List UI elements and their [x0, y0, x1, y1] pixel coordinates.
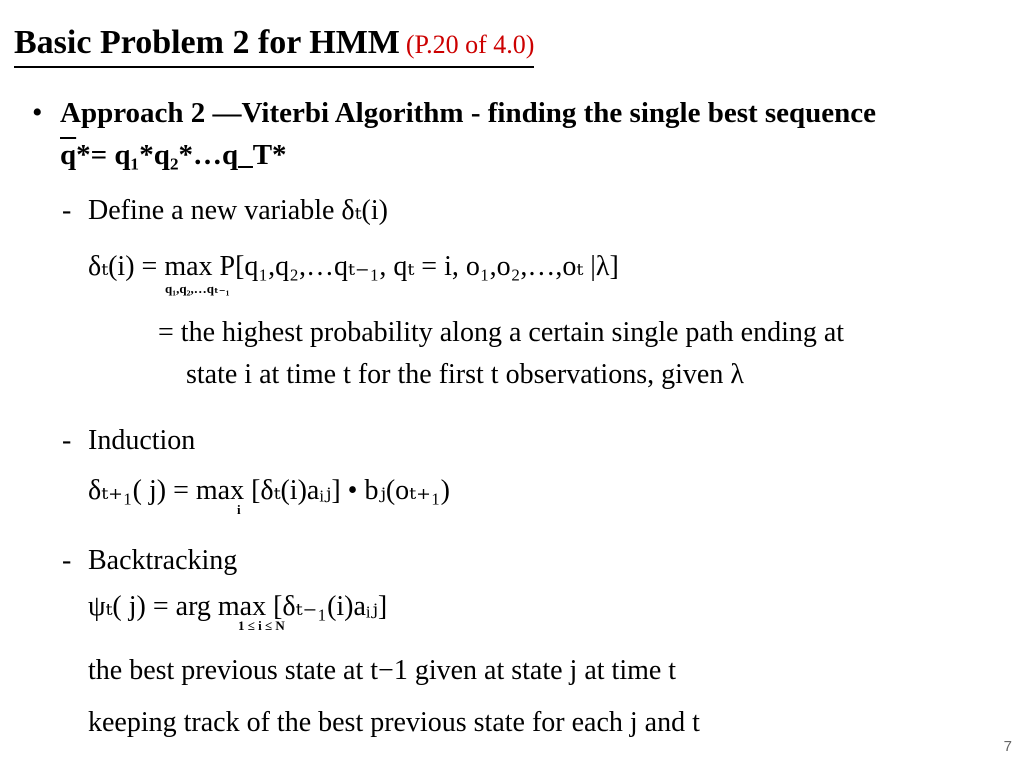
induction-label: Induction	[88, 425, 196, 456]
best-sequence	[60, 138, 287, 172]
page-number: 7	[1003, 738, 1012, 755]
backtracking-max-subscript: 1 ≤ i ≤ N	[238, 618, 285, 633]
approach-heading: Approach 2 —Viterbi Algorithm - finding the single best sequence	[60, 97, 877, 129]
define-label: Define a new variable δₜ(i)	[88, 195, 388, 226]
delta-explanation-line1: = the highest probability along a certain single path ending at	[158, 317, 845, 348]
backtracking-note-2: keeping track of the best previous state for each j and t	[88, 707, 700, 738]
backtracking-label: Backtracking	[88, 545, 238, 576]
bullet-dot: •	[32, 96, 43, 129]
induction-dash: -	[62, 425, 72, 456]
delta-definition-max-subscript: q₁,q₂,…qₜ₋₁	[165, 281, 230, 296]
slide-title	[14, 22, 534, 68]
best-sequence-expr: *= q₁*q₂*…q_T*	[76, 139, 287, 171]
induction-formula: δₜ₊₁( j) = max [δₜ(i)aᵢⱼ] • bⱼ(oₜ₊₁)	[88, 475, 450, 506]
title-main: Basic Problem 2 for HMM	[14, 24, 400, 61]
induction-max-subscript: i	[237, 502, 241, 517]
backtracking-note-1: the best previous state at t−1 given at state j at time t	[88, 655, 677, 686]
title-ref: (P.20 of 4.0)	[405, 30, 535, 59]
best-sequence-q: $\overline{q}$	[60, 139, 77, 171]
backtracking-dash: -	[62, 545, 72, 576]
delta-explanation-line2: state i at time t for the first t observations, given λ	[186, 359, 744, 390]
backtracking-formula: ψₜ( j) = arg max [δₜ₋₁(i)aᵢⱼ]	[88, 591, 388, 622]
delta-definition-formula: δₜ(i) = max P[q₁,q₂,…qₜ₋₁, qₜ = i, o₁,o₂,…,oₜ |λ]	[88, 251, 619, 282]
define-dash: -	[62, 195, 72, 226]
